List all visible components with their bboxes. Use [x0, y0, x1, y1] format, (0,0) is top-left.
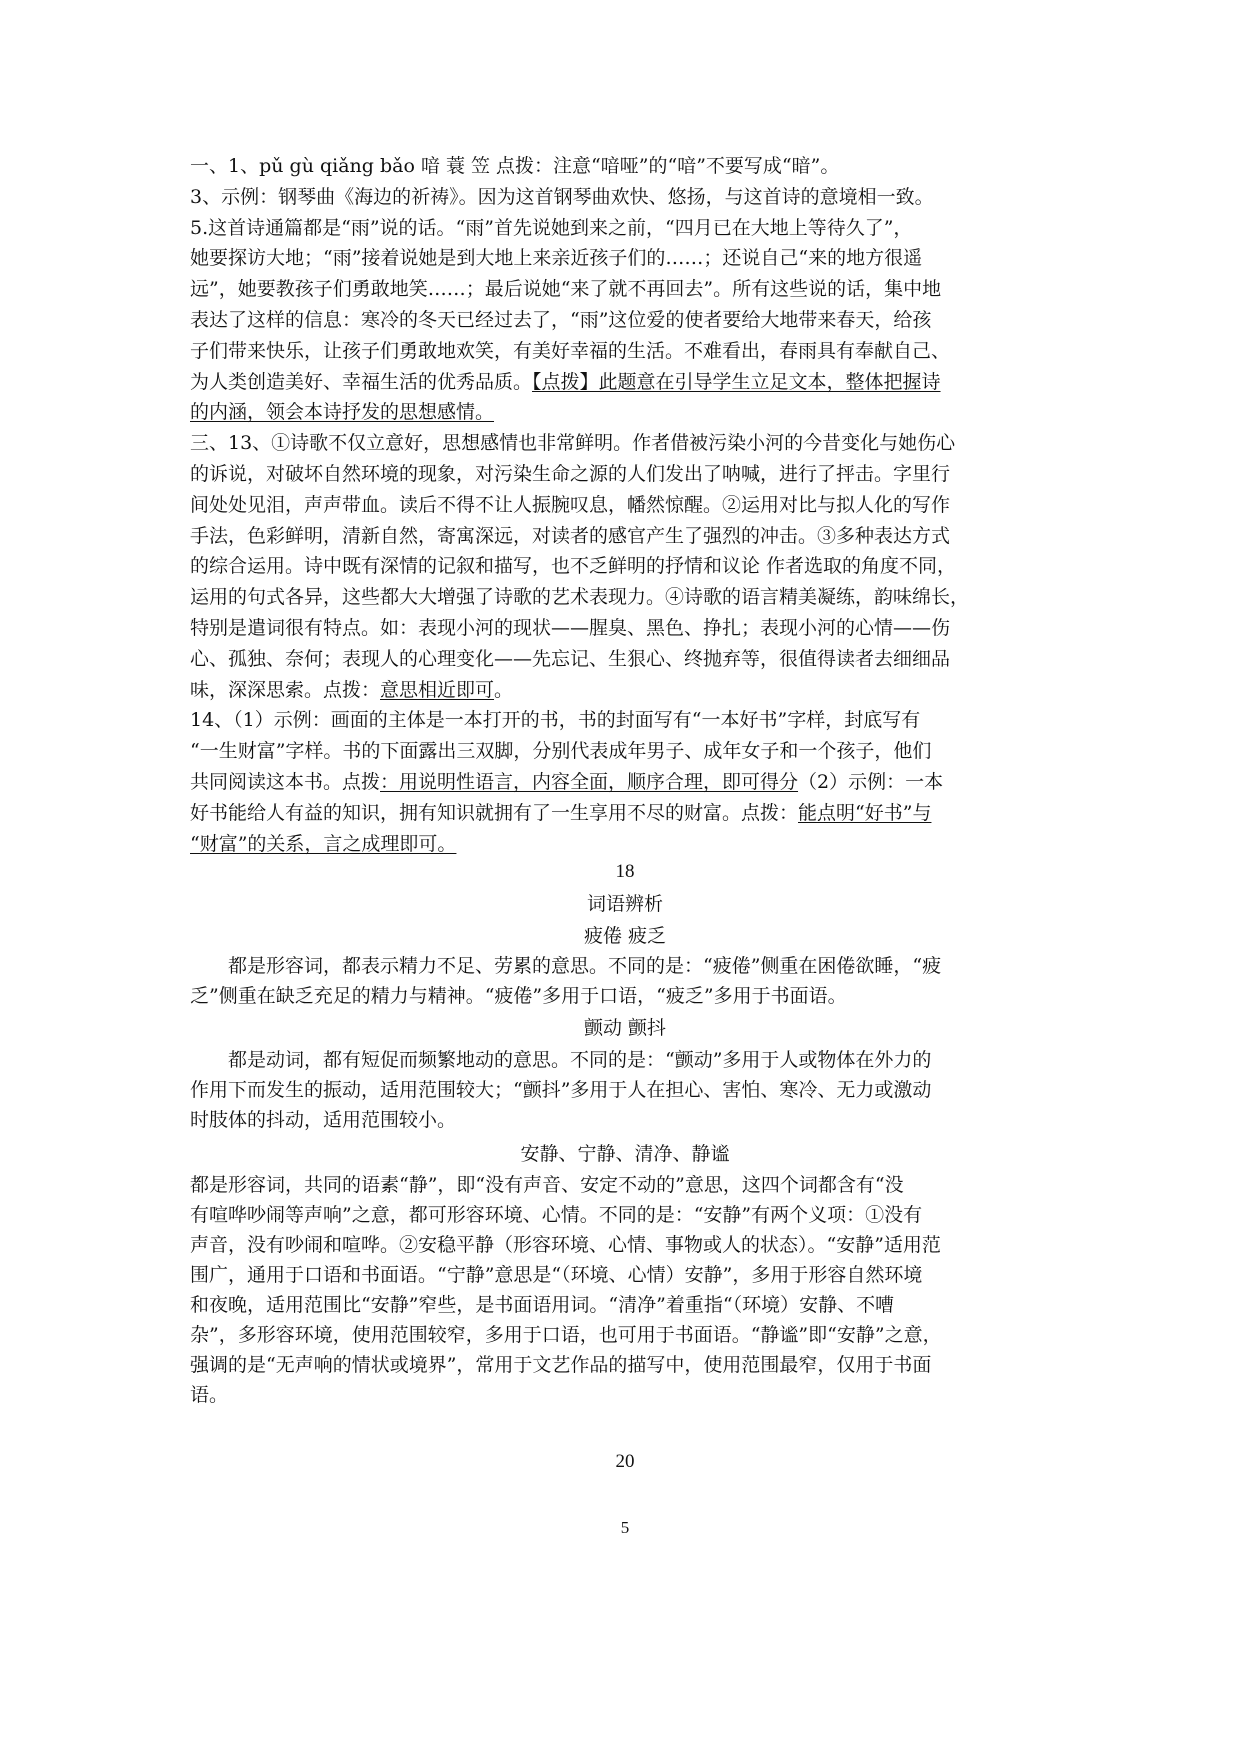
group-heading: 安静、宁静、清净、静谧: [520, 1143, 730, 1165]
answer-text: “一生财富”字样。书的下面露出三双脚，分别代表成年男子、成年女子和一个孩子，他们: [190, 740, 932, 762]
answer-text: 三、13、①诗歌不仅立意好，思想感情也非常鲜明。作者借被污染小河的今昔变化与她伤心: [190, 432, 956, 454]
answer-line: [190, 491, 1060, 519]
paragraph-line: 杂”，多形容环境，使用范围较窄，多用于口语，也可用于书面语。“静谧”即“安静”之意，: [190, 1324, 942, 1346]
answer-line: [190, 244, 1060, 272]
paragraph-line: 围广，通用于口语和书面语。“宁静”意思是“（环境、心情）安静”，多用于形容自然环境: [190, 1264, 923, 1286]
paragraph-line: 乏”侧重在缺乏充足的精力与精神。“疲倦”多用于口语，“疲乏”多用于书面语。: [190, 985, 847, 1007]
answer-line: [190, 706, 1060, 734]
answer-text: 共同阅读这本书。点拨: [190, 771, 381, 793]
answer-line: [190, 799, 1060, 827]
answer-line: [190, 614, 1060, 642]
answer-line: [190, 152, 1060, 180]
answer-text: 14、（1）示例：画面的主体是一本打开的书，书的封面写有“一本好书”字样，封底写有: [190, 709, 921, 731]
paragraph-line: 语。: [190, 1384, 229, 1406]
answer-text: 为人类创造美好、幸福生活的优秀品质。: [190, 371, 533, 393]
answer-text: 5.这首诗通篇都是“雨”说的话。“雨”首先说她到来之前，“四月已在大地上等待久了”，: [190, 217, 913, 239]
answer-line: [190, 183, 1060, 211]
answer-text: 表达了这样的信息：寒冷的冬天已经过去了，“雨”这位爱的使者要给大地带来春天，给孩: [190, 309, 932, 331]
answer-text: 特别是遣词很有特点。如：表现小河的现状——腥臭、黑色、挣扎；表现小河的心情——伤: [190, 617, 951, 639]
answer-line: [190, 429, 1060, 457]
underlined-text: 的内涵，领会本诗抒发的思想感情。: [190, 401, 495, 423]
bottom-number: 20: [615, 1451, 635, 1472]
page-number: 5: [620, 1518, 630, 1537]
answer-text: 的综合运用。诗中既有深情的记叙和描写，也不乏鲜明的抒情和议论 作者选取的角度不同，: [190, 555, 957, 577]
group-heading: 疲倦 疲乏: [583, 925, 667, 947]
answer-text: 手法，色彩鲜明，清新自然，寄寓深远，对读者的感官产生了强烈的冲击。③多种表达方式: [190, 525, 951, 547]
answer-line: [190, 398, 1060, 426]
underlined-text: ：用说明性语言，内容全面，顺序合理，即可得分: [380, 771, 799, 793]
answer-line: [190, 214, 1060, 242]
answer-line: [190, 275, 1060, 303]
answer-line: [190, 522, 1060, 550]
group-heading: 颤动 颤抖: [583, 1017, 667, 1039]
answer-text: 间处处见泪，声声带血。读后不得不让人振腕叹息，幡然惊醒。②运用对比与拟人化的写作: [190, 494, 951, 516]
answer-text: 味，深深思索。点拨：: [190, 679, 381, 701]
answer-text: 远”，她要教孩子们勇敢地笑……；最后说她“来了就不再回去”。所有这些说的话，集中地: [190, 278, 942, 300]
answer-text: 好书能给人有益的知识，拥有知识就拥有了一生享用不尽的财富。点拨：: [190, 802, 799, 824]
paragraph-line: 都是动词，都有短促而频繁地动的意思。不同的是：“颤动”多用于人或物体在外力的: [228, 1049, 932, 1071]
answer-text: 她要探访大地；“雨”接着说她是到大地上来亲近孩子们的……；还说自己“来的地方很遥: [190, 247, 923, 269]
paragraph-line: 都是形容词，共同的语素“静”，即“没有声音、安定不动的”意思，这四个词都含有“没: [190, 1174, 904, 1196]
paragraph-line: 作用下而发生的振动，适用范围较大；“颤抖”多用于人在担心、害怕、寒冷、无力或激动: [190, 1079, 932, 1101]
section-title: 词语辨析: [586, 893, 663, 915]
answer-line: [190, 337, 1060, 365]
answer-line: [190, 306, 1060, 334]
paragraph-line: 有喧哗吵闹等声响”之意，都可形容环境、心情。不同的是：“安静”有两个义项：①没有: [190, 1204, 923, 1226]
paragraph-line: 都是形容词，都表示精力不足、劳累的意思。不同的是：“疲倦”侧重在困倦欲睡，“疲: [228, 955, 942, 977]
answer-text: 。: [494, 679, 514, 701]
paragraph-line: 强调的是“无声响的情状或境界”，常用于文艺作品的描写中，使用范围最窄，仅用于书面: [190, 1354, 932, 1376]
answer-line: [190, 830, 1060, 858]
underlined-text: 能点明“好书”与: [798, 802, 932, 824]
answer-line: [190, 645, 1060, 673]
answer-text: 的诉说，对破坏自然环境的现象，对污染生命之源的人们发出了呐喊，进行了抨击。字里行: [190, 463, 951, 485]
answer-text: 运用的句式各异，这些都大大增强了诗歌的艺术表现力。④诗歌的语言精美凝练，韵味绵长，: [190, 586, 970, 608]
paragraph-line: 和夜晚，适用范围比“安静”窄些，是书面语用词。“清净”着重指“（环境）安静、不嘈: [190, 1294, 895, 1316]
answer-line: [190, 737, 1060, 765]
section-number: 18: [615, 861, 635, 882]
underlined-text: “财富”的关系，言之成理即可。: [190, 833, 457, 855]
answer-line: [190, 676, 1060, 704]
answer-line: [190, 460, 1060, 488]
underlined-text: 【点拨】此题意在引导学生立足文本，整体把握诗: [532, 371, 941, 393]
answer-text: （2）示例：一本: [798, 771, 944, 793]
answer-line: [190, 368, 1060, 396]
underlined-text: 意思相近即可: [380, 679, 495, 701]
answer-text: 子们带来快乐，让孩子们勇敢地欢笑，有美好幸福的生活。不难看出，春雨具有奉献自己、: [190, 340, 951, 362]
answer-text: 一、1、pǔ gù qiǎng bǎo 喑 蓑 笠 点拨：注意“喑哑”的“喑”不要写成“暗”。: [190, 155, 840, 177]
answer-line: [190, 768, 1060, 796]
answer-line: [190, 583, 1060, 611]
paragraph-line: 声音，没有吵闹和喧哗。②安稳平静（形容环境、心情、事物或人的状态）。“安静”适用范: [190, 1234, 941, 1256]
answer-line: [190, 552, 1060, 580]
paragraph-line: 时肢体的抖动，适用范围较小。: [190, 1109, 457, 1131]
answer-text: 心、孤独、奈何；表现人的心理变化——先忘记、生狠心、终抛弃等，很值得读者去细细品: [190, 648, 951, 670]
answer-text: 3、示例：钢琴曲《海边的祈祷》。因为这首钢琴曲欢快、悠扬，与这首诗的意境相一致。: [190, 186, 934, 208]
